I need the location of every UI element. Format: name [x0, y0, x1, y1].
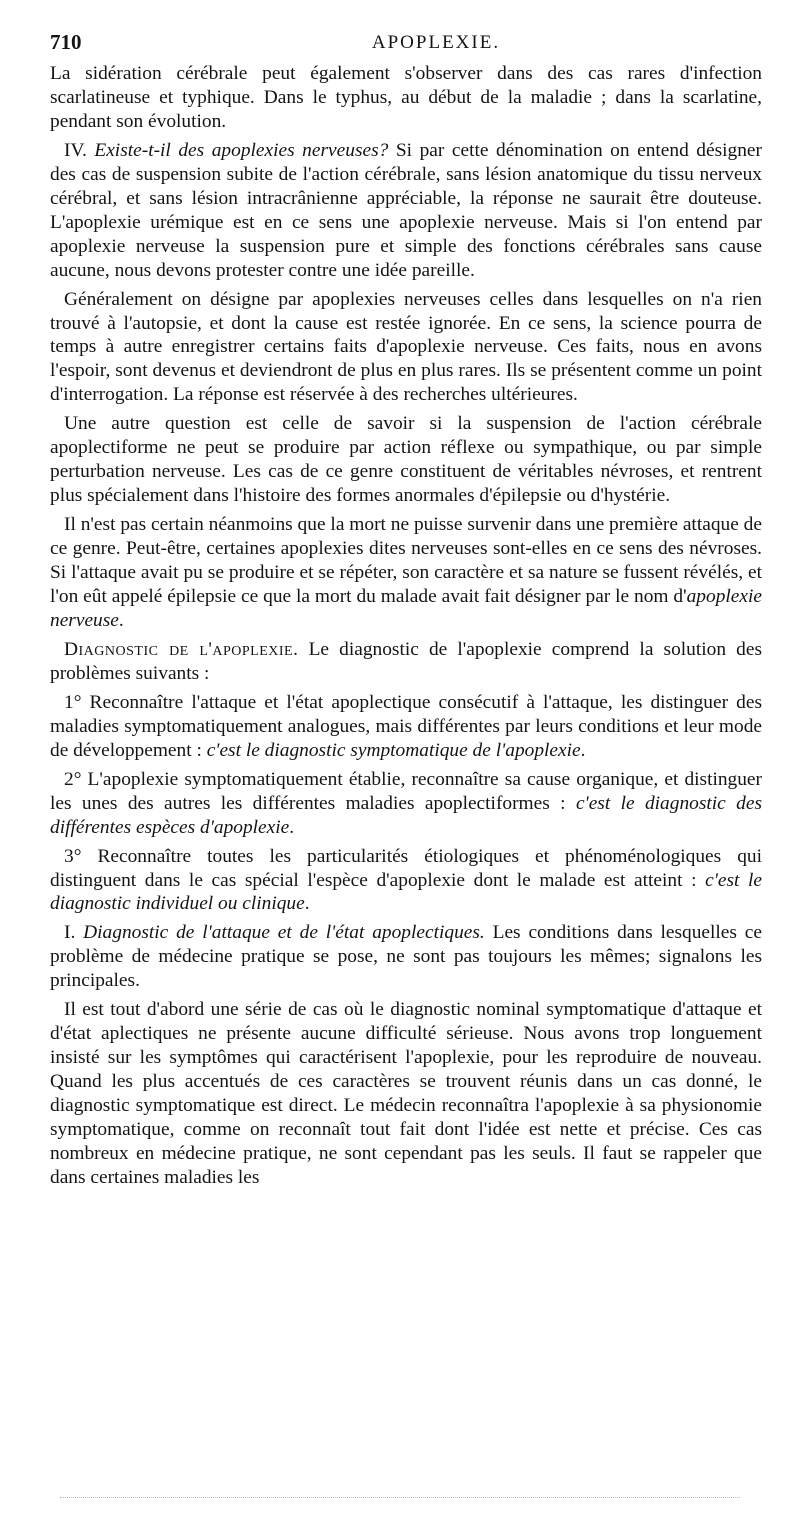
- paragraph-point-1: [50, 691, 762, 763]
- section-number: IV.: [64, 139, 87, 161]
- paragraph-diagnostic-attaque: [50, 921, 762, 993]
- page-bottom-specks: [60, 1497, 740, 1498]
- paragraph-end: .: [304, 893, 310, 915]
- paragraph-text: Si par cette dénomination on entend désigner des cas de suspension subite de l'action cérébrale, sans lésion anatomique du tissu nerveux cérébral, et sans lésion intracrânienne appréciable, la réponse ne saurait être douteuse. L'apoplexie urémique est en ce sens une apoplexie nerveuse. Mais si l'on entend par apoplexie nerveuse la suspension pure et simple des fonctions cérébrales sans cause aucune, nous devons protester contre une idée pareille.: [50, 139, 763, 281]
- paragraph-text: Il n'est pas certain néanmoins que la mort ne puisse survenir dans une première attaque de ce genre. Peut-être, certaines apoplexies dites nerveuses sont-elles en ce sens des névroses. Si l'attaque avait pu se produire et se répéter, son caractère et sa nature se fussent révélés, et l'on eût appelé épilepsie ce que la mort du malade avait fait désigner par le nom d': [50, 514, 762, 608]
- paragraph-text: Une autre question est celle de savoir si la suspension de l'action cérébrale apoplectiforme ne peut se produire par action réflexe ou sympathique, ou par simple perturbation nerveuse. Les cas de ce genre constituent de véritables névroses, et rentrent plus spécialement dans l'histoire des formes anormales d'épilepsie ou d'hystérie.: [50, 413, 762, 507]
- section-heading: Diagnostic de l'apoplexie.: [64, 638, 299, 660]
- paragraph-end: .: [580, 739, 586, 761]
- paragraph-text: L'apoplexie symptomatiquement établie, reconnaître sa cause organique, et distinguer les unes des autres les différentes maladies apoplectiformes :: [50, 768, 762, 814]
- italic-term: c'est le diagnostic des différentes espèces d'apoplexie: [50, 792, 762, 838]
- body-text: [50, 62, 762, 1190]
- paragraph-text: Généralement on désigne par apoplexies nerveuses celles dans lesquelles on n'a rien trouvé à l'autopsie, et dont la cause est restée ignorée. En ce sens, la science pourra de temps à autre enregistrer certains faits d'apoplexie nerveuse. Ces faits, nous en avons l'espoir, sont devenus et deviendront de plus en plus rares. Ils se présentent comme un point d'interrogation. La réponse est réservée à des recherches ultérieures.: [50, 288, 762, 406]
- section-title: Diagnostic de l'attaque et de l'état apoplectiques.: [83, 922, 485, 944]
- italic-term: apoplexie nerveuse: [50, 586, 762, 631]
- list-number: 2°: [64, 768, 82, 790]
- section-number: I.: [64, 922, 76, 944]
- paragraph-text: Reconnaître toutes les particularités étiologiques et phénoménologiques qui distinguent dans le cas spécial l'espèce d'apoplexie dont le malade est atteint :: [50, 845, 762, 891]
- list-number: 3°: [64, 845, 82, 867]
- paragraph-point-3: [50, 845, 762, 917]
- paragraph-end: .: [289, 816, 295, 838]
- paragraph-text: Le diagnostic de l'apoplexie comprend la solution des problèmes suivants :: [50, 638, 763, 684]
- paragraph-end: .: [118, 609, 124, 631]
- paragraph-mort: [50, 513, 762, 633]
- paragraph-diagnostic: [50, 638, 762, 686]
- paragraph-sideration: [50, 62, 762, 134]
- paragraph-apoplexies-nerveuses: [50, 139, 762, 283]
- paragraph-serie-de-cas: [50, 998, 762, 1190]
- paragraph-text: Reconnaître l'attaque et l'état apoplectique consécutif à l'attaque, les distinguer des maladies symptomatiquement analogues, mais différentes par leurs conditions et leur mode de développement :: [50, 691, 762, 761]
- page-number: 710: [50, 30, 82, 54]
- italic-term: c'est le diagnostic symptomatique de l'apoplexie: [206, 739, 581, 761]
- paragraph-text: Les conditions dans lesquelles ce problème de médecine pratique se pose, ne sont pas toujours les mêmes; signalons les principales.: [50, 922, 762, 992]
- list-number: 1°: [64, 691, 82, 713]
- running-head: [50, 26, 762, 62]
- paragraph-text: La sidération cérébrale peut également s'observer dans des cas rares d'infection scarlatineuse et typhique. Dans le typhus, au début de la maladie ; dans la scarlatine, pendant son évolution.: [50, 63, 762, 132]
- italic-term: c'est le diagnostic individuel ou clinique: [50, 869, 762, 915]
- section-question: Existe-t-il des apoplexies nerveuses?: [94, 139, 389, 161]
- paragraph-text: Il est tout d'abord une série de cas où le diagnostic nominal symptomatique d'attaque et d'état aplectiques ne présente aucune difficulté sérieuse. Nous avons trop longuement insisté sur les symptômes qui caractérisent l'apoplexie, pour les reproduire de nouveau. Quand les plus accentués de ces caractères se trouvent réunis dans un cas donné, le diagnostic symptomatique est direct. Le médecin reconnaîtra l'apoplexie à sa physionomie symptomatique, comme on reconnaît tout fait dont l'idée est nette et précise. Ces cas nombreux en médecine pratique, ne sont cependant pas les seuls. Il faut se rappeler que dans certaines maladies les: [50, 999, 762, 1188]
- paragraph-generalement: [50, 288, 762, 408]
- paragraph-point-2: [50, 768, 762, 840]
- running-title: APOPLEXIE.: [371, 32, 501, 53]
- paragraph-autre-question: [50, 412, 762, 508]
